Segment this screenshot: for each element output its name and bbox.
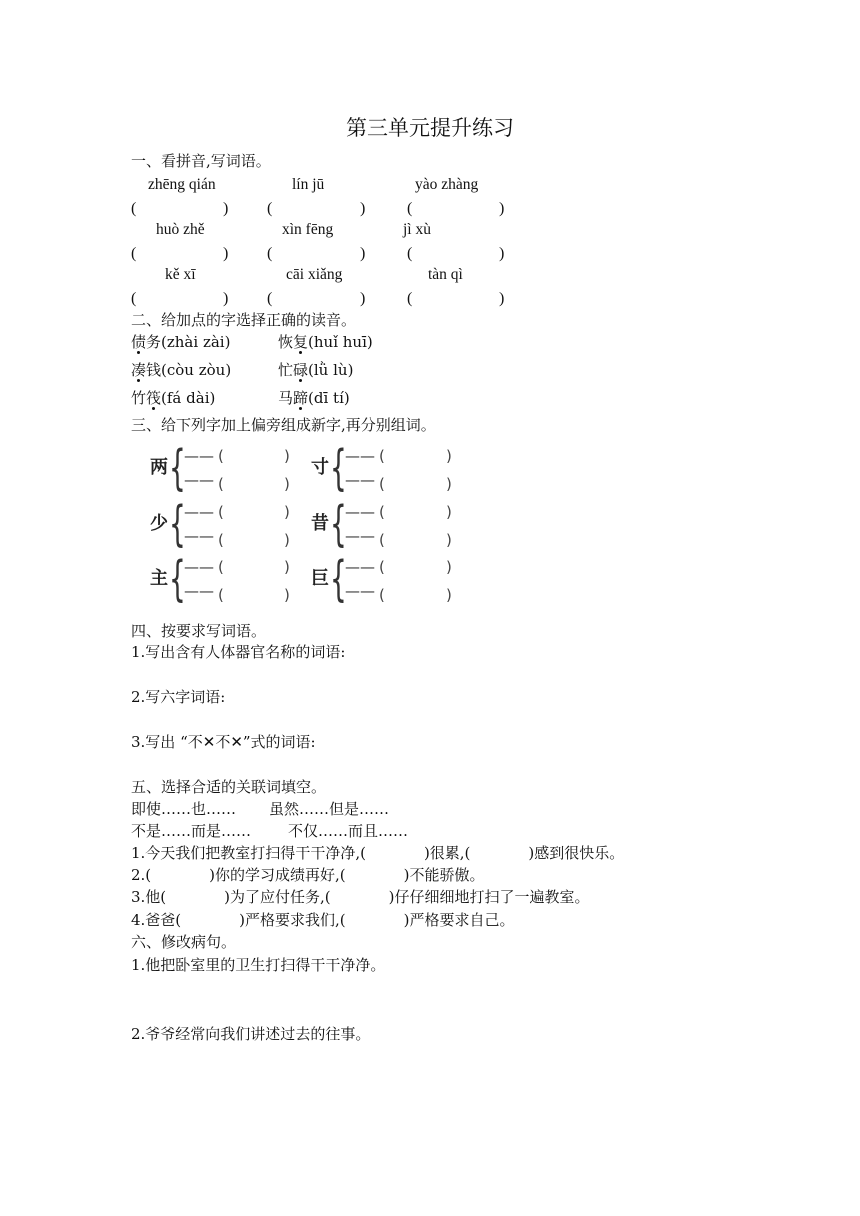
pinyin: tàn qì	[428, 266, 463, 283]
conjunction-option: 不仅……而且……	[288, 822, 409, 840]
base-char: 昔	[311, 513, 329, 534]
section-3-heading: 三、给下列字加上偏旁组成新字,再分别组词。	[131, 416, 436, 434]
pinyin: yào zhàng	[415, 176, 479, 193]
question: 3.写出 “不✕不✕”式的词语:	[131, 733, 316, 751]
question: 1.他把卧室里的卫生打扫得干干净净。	[131, 956, 386, 974]
reading-item: 凑钱(còu zòu)	[131, 361, 232, 379]
pinyin: kě xī	[165, 266, 196, 283]
reading-item: 竹筏(fá dài)	[131, 389, 216, 407]
base-char: 主	[150, 568, 168, 589]
question: 2.写六字词语:	[131, 688, 226, 706]
page-title: 第三单元提升练习	[346, 116, 514, 140]
fill-question: 2.( )你的学习成绩再好,( )不能骄傲。	[131, 866, 485, 884]
pinyin: cāi xiǎng	[286, 266, 343, 283]
pinyin: huò zhě	[156, 221, 205, 238]
base-char: 两	[150, 457, 168, 478]
section-6-heading: 六、修改病句。	[131, 933, 237, 951]
reading-item: 忙碌(lǜ lù)	[278, 361, 354, 379]
pinyin: zhēng qián	[148, 176, 216, 193]
fill-question: 4.爸爸( )严格要求我们,( )严格要求自己。	[131, 911, 515, 929]
conjunction-option: 不是……而是……	[131, 822, 252, 840]
base-char: 少	[150, 513, 168, 534]
conjunction-option: 虽然……但是……	[269, 800, 390, 818]
reading-item: 马蹄(dī tí)	[278, 389, 350, 407]
pinyin: lín jū	[292, 176, 325, 193]
fill-question: 1.今天我们把教室打扫得干干净净,( )很累,( )感到很快乐。	[131, 844, 625, 862]
question: 1.写出含有人体器官名称的词语:	[131, 643, 346, 661]
reading-item: 恢复(huǐ huī)	[278, 333, 373, 351]
section-1-heading: 一、看拼音,写词语。	[131, 152, 271, 170]
conjunction-option: 即使……也……	[131, 800, 237, 818]
base-char: 寸	[311, 457, 329, 478]
pinyin: xìn fēng	[282, 221, 334, 238]
section-4-heading: 四、按要求写词语。	[131, 622, 267, 640]
section-5-heading: 五、选择合适的关联词填空。	[131, 778, 327, 796]
pinyin: jì xù	[403, 221, 431, 238]
reading-item: 债务(zhài zài)	[131, 333, 231, 351]
fill-question: 3.他( )为了应付任务,( )仔仔细细地打扫了一遍教室。	[131, 888, 590, 906]
section-2-heading: 二、给加点的字选择正确的读音。	[131, 311, 357, 329]
question: 2.爷爷经常向我们讲述过去的往事。	[131, 1025, 371, 1043]
base-char: 巨	[311, 568, 329, 589]
